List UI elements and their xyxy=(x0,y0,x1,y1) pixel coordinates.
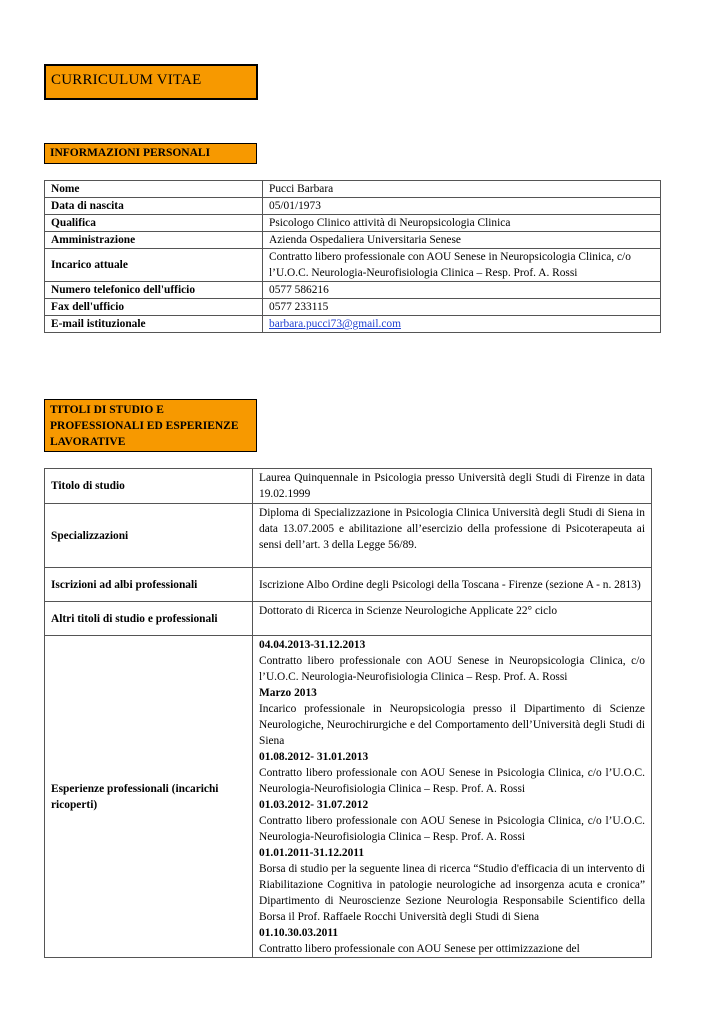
experience-text: Borsa di studio per la seguente linea di ricerca “Studio d'efficacia di un intervento di Riabilitazione Cognitiva in patologie neurologiche ad insorgenza acuta e cronica” Dipartimento di Neuroscienze Sezione Neurologia Responsabile Scientifico della Borsa il Prof. Raffaele Rocchi Università degli Studi di Siena xyxy=(259,863,645,923)
value-altri-titoli: Dottorato di Ricerca in Scienze Neurologiche Applicate 22° ciclo xyxy=(253,602,652,636)
table-row xyxy=(45,636,652,958)
value-telefono: 0577 586216 xyxy=(263,282,661,299)
section-heading-education: TITOLI DI STUDIO E PROFESSIONALI ED ESPERIENZE LAVORATIVE xyxy=(44,399,257,452)
label-data-nascita: Data di nascita xyxy=(45,198,263,215)
email-link[interactable]: barbara.pucci73@gmail.com xyxy=(269,318,401,330)
value-specializzazioni: Diploma di Specializzazione in Psicologia Clinica Università degli Studi di Siena in data 13.07.2005 e abilitazione all’esercizio della professione di Psicoterapeuta ai sensi dell’art. 3 della Legge 56/89. xyxy=(253,504,652,568)
experience-text: Contratto libero professionale con AOU Senese in Psicologia Clinica, c/o l’U.O.C. Neurologia-Neurofisiologia Clinica – Resp. Prof. A. Rossi xyxy=(259,767,645,795)
experience-period: 01.03.2012- 31.07.2012 xyxy=(259,799,369,811)
experience-period: 01.10.30.03.2011 xyxy=(259,927,339,939)
experience-text: Incarico professionale in Neuropsicologia presso il Dipartimento di Scienze Neurologiche, Neurochirurgiche e del Comportamento dell’Università degli Studi di Siena xyxy=(259,703,645,747)
label-email: E-mail istituzionale xyxy=(45,316,263,333)
value-titolo-studio: Laurea Quinquennale in Psicologia presso Università degli Studi di Firenze in data 19.02.1999 xyxy=(253,469,652,504)
label-telefono: Numero telefonico dell'ufficio xyxy=(45,282,263,299)
table-row xyxy=(45,198,661,215)
label-titolo-studio: Titolo di studio xyxy=(45,469,253,504)
label-esperienze: Esperienze professionali (incarichi ricoperti) xyxy=(45,636,253,958)
experience-list xyxy=(253,636,652,958)
value-amministrazione: Azienda Ospedaliera Universitaria Senese xyxy=(263,232,661,249)
table-row xyxy=(45,568,652,602)
label-amministrazione: Amministrazione xyxy=(45,232,263,249)
value-iscrizioni-albi: Iscrizione Albo Ordine degli Psicologi della Toscana - Firenze (sezione A - n. 2813) xyxy=(253,568,652,602)
table-row xyxy=(45,215,661,232)
table-row xyxy=(45,316,661,333)
table-row xyxy=(45,232,661,249)
value-data-nascita: 05/01/1973 xyxy=(263,198,661,215)
experience-text: Contratto libero professionale con AOU Senese in Psicologia Clinica, c/o l’U.O.C. Neurologia-Neurofisiologia Clinica – Resp. Prof. A. Rossi xyxy=(259,815,645,843)
experience-period: Marzo 2013 xyxy=(259,687,317,699)
label-altri-titoli: Altri titoli di studio e professionali xyxy=(45,602,253,636)
table-row xyxy=(45,181,661,198)
table-row xyxy=(45,282,661,299)
cv-title: CURRICULUM VITAE xyxy=(44,64,258,100)
education-table xyxy=(44,468,652,958)
experience-period: 01.08.2012- 31.01.2013 xyxy=(259,751,369,763)
label-incarico-attuale: Incarico attuale xyxy=(45,249,263,282)
table-row xyxy=(45,249,661,282)
table-row xyxy=(45,602,652,636)
label-iscrizioni-albi: Iscrizioni ad albi professionali xyxy=(45,568,253,602)
experience-text: Contratto libero professionale con AOU Senese per ottimizzazione del xyxy=(259,943,580,955)
value-incarico-attuale: Contratto libero professionale con AOU Senese in Neuropsicologia Clinica, c/o l’U.O.C. Neurologia-Neurofisiologia Clinica – Resp. Prof. A. Rossi xyxy=(263,249,661,282)
section-heading-personal-info: INFORMAZIONI PERSONALI xyxy=(44,143,257,164)
experience-period: 01.01.2011-31.12.2011 xyxy=(259,847,365,859)
label-nome: Nome xyxy=(45,181,263,198)
value-email xyxy=(263,316,661,333)
personal-info-table xyxy=(44,180,661,333)
label-specializzazioni: Specializzazioni xyxy=(45,504,253,568)
label-qualifica: Qualifica xyxy=(45,215,263,232)
experience-text: Contratto libero professionale con AOU Senese in Neuropsicologia Clinica, c/o l’U.O.C. Neurologia-Neurofisiologia Clinica – Resp. Prof. A. Rossi xyxy=(259,655,645,683)
label-fax: Fax dell'ufficio xyxy=(45,299,263,316)
value-qualifica: Psicologo Clinico attività di Neuropsicologia Clinica xyxy=(263,215,661,232)
table-row xyxy=(45,504,652,568)
table-row xyxy=(45,469,652,504)
value-nome: Pucci Barbara xyxy=(263,181,661,198)
experience-period: 04.04.2013-31.12.2013 xyxy=(259,639,366,651)
value-fax: 0577 233115 xyxy=(263,299,661,316)
table-row xyxy=(45,299,661,316)
